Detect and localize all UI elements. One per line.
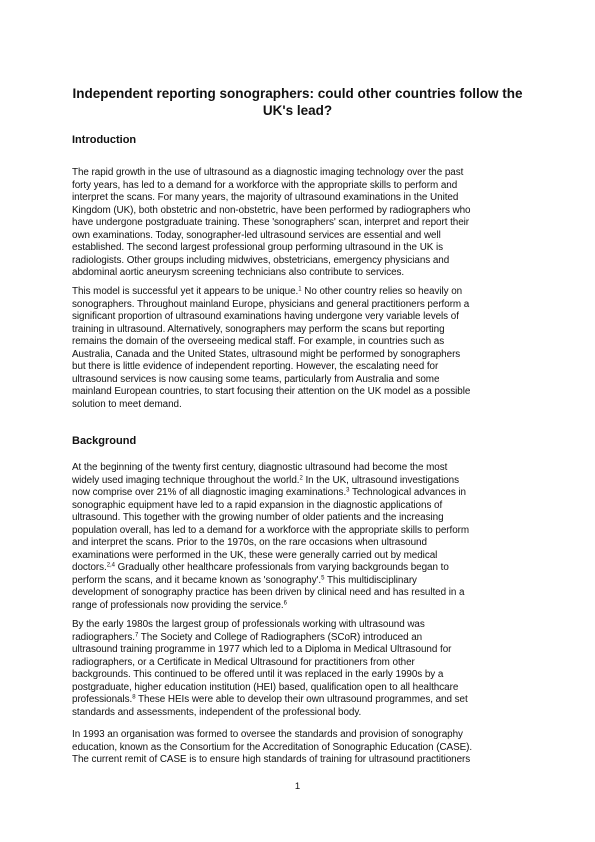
reference-marker: 2,4 — [106, 562, 115, 569]
paragraph-text: This model is successful yet it appears to be unique.$^1$ No other country relies so heavily on sonographers. Throughout mainland Europe, physicians and general practitioners perform a significant proportion of ultrasound examinations having undergone very variable levels of training in ultrasound. Alternatively, sonographers may perform the scans but reporting remains the domain of the overseeing medical staff. For example, in countries such as Australia, Canada and the United States, ultrasound might be performed by sonographers but there is little evidence of independent reporting. However, the escalating need for ultrasound services is now causing some teams, particularly from Australia and some mainland European countries, to start focusing their attention on the UK model as a possible solution to meet demand. — [72, 286, 471, 410]
section-heading-introduction: Introduction — [72, 134, 137, 146]
paragraph-background-3 — [72, 729, 524, 767]
section-heading-background: Background — [72, 435, 137, 447]
page-number: 1 — [294, 781, 301, 792]
reference-marker: 8 — [132, 694, 136, 701]
reference-marker: 7 — [134, 632, 139, 639]
reference-marker: 1 — [298, 286, 302, 293]
reference-marker: 6 — [283, 600, 287, 607]
paragraph-background-1 — [72, 462, 524, 613]
paragraph-text: At the beginning of the twenty first century, diagnostic ultrasound had become the most widely used imaging technique throughout the world.$^2$ In the UK, ultrasound investigations now comprise over 21% of all diagnostic imaging examinations.$^3$ Technological advances in sonographic equipment have led to a rapid expansion in the diagnostic applications of ultrasound. This together with the growing number of older patients and the increasing population overall, has led to a demand for a workforce with the appropriate skills to perform and interpret the scans. Prior to the 1970s, on the rare occasions when ultrasound examinations were performed in the UK, these were generally carried out by medical doctors.$^{2,4}$ Gradually other healthcare professionals from varying backgrounds began to perform the scans, and it became known as 'sonography'.$^5$ This multidisciplinary development of sonography practice has been driven by clinical need and has resulted in a range of professionals now providing the service.$^6$ — [72, 462, 470, 612]
reference-marker: 2 — [299, 475, 303, 482]
paragraph-intro-1 — [72, 167, 524, 280]
reference-marker: 5 — [321, 575, 325, 582]
paragraph-text: By the early 1980s the largest group of professionals working with ultrasound was radiographers.$^7$ The Society and College of Radiographers (SCoR) introduced an ultrasound training programme in 1977 which led to a Diploma in Medical Ultrasound for radiographers, or a Certificate in Medical Ultrasound for practitioners from other backgrounds. This continued to be offered until it was replaced in the early 1990s by a postgraduate, higher education institution (HEI) based, qualification open to all healthcare professionals.$^8$ These HEIs were able to develop their own ultrasound programmes, and set standards and assessments, independent of the professional body. — [72, 619, 468, 718]
reference-marker: 3 — [346, 487, 350, 494]
paragraph-background-2 — [72, 619, 524, 719]
paper-title: Independent reporting sonographers: could other countries follow the UK's lead? — [72, 86, 523, 118]
paragraph-intro-2 — [72, 286, 524, 411]
paragraph-text: In 1993 an organisation was formed to oversee the standards and provision of sonography education, known as the Consortium for the Accreditation of Sonographic Education (CASE). The current remit of CASE is to ensure high standards of training for ultrasound practitioners — [72, 729, 473, 766]
paragraph-text: The rapid growth in the use of ultrasound as a diagnostic imaging technology over the past forty years, has led to a demand for a workforce with the appropriate skills to perform and interpret the scans. For many years, the majority of ultrasound examinations in the United Kingdom (UK), both obstetric and non-obstetric, have been performed by radiographers who have undergone postgraduate training. These 'sonographers' scan, interpret and report their own examinations. Today, sonographer-led ultrasound services are essential and well established. The second largest professional group performing ultrasound in the UK is radiologists. Other groups including midwives, obstetricians, emergency physicians and abdominal aortic aneurysm screening technicians also contribute to services. — [72, 167, 471, 279]
